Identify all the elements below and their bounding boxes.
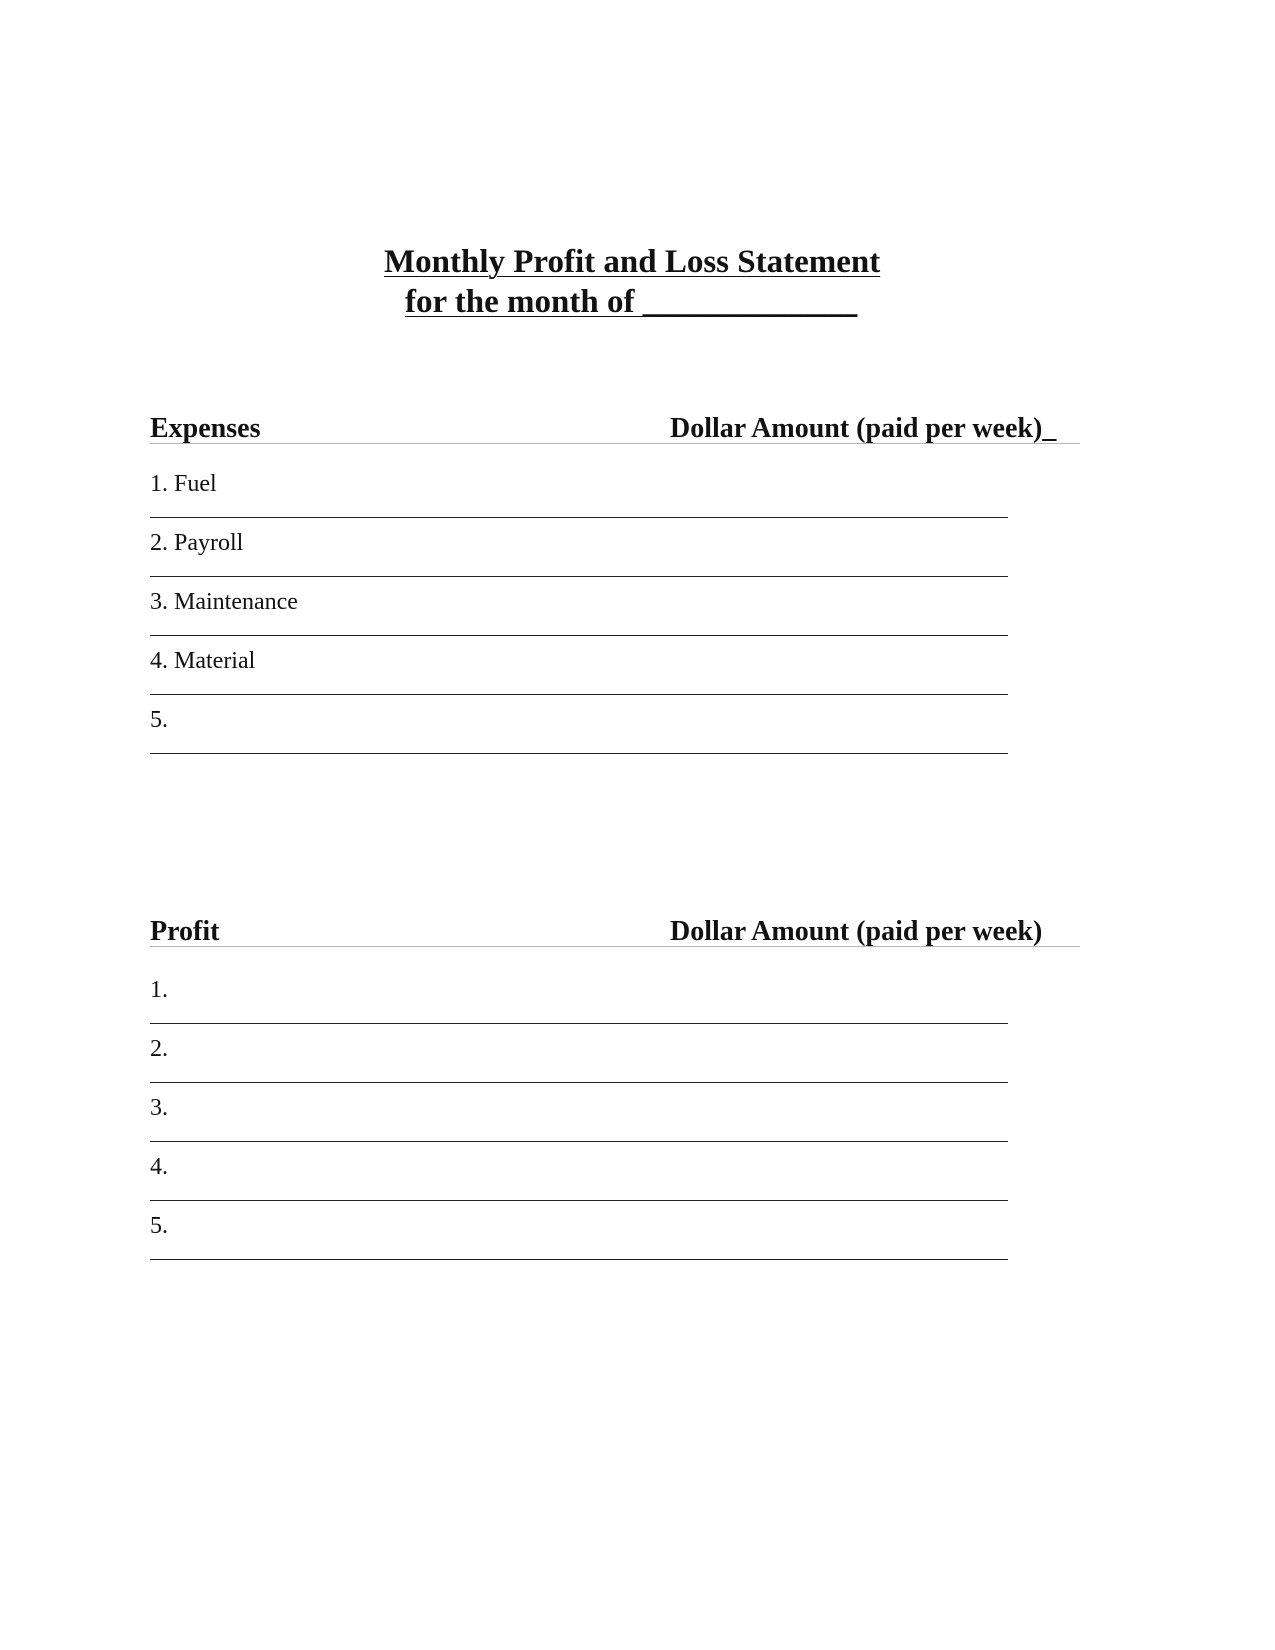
expense-amount-blank[interactable] (150, 576, 1008, 577)
profit-label: 5. (150, 1213, 168, 1239)
profit-amount-blank[interactable] (150, 1200, 1008, 1201)
profit-amount-blank[interactable] (150, 1082, 1008, 1083)
expense-amount-blank[interactable] (150, 517, 1008, 518)
expense-label: 2. Payroll (150, 530, 244, 556)
profit-amount-blank[interactable] (150, 1141, 1008, 1142)
profit-heading: Profit (150, 916, 220, 947)
profit-label: 4. (150, 1154, 168, 1180)
expense-row (150, 708, 1008, 767)
document-title: Monthly Profit and Loss Statement (384, 244, 881, 280)
profit-label: 1. (150, 977, 168, 1003)
profit-row (150, 1214, 1008, 1273)
expense-amount-blank[interactable] (150, 753, 1008, 754)
expense-label: 1. Fuel (150, 471, 217, 497)
expense-row (150, 472, 1008, 531)
expenses-heading: Expenses (150, 413, 261, 444)
profit-row (150, 978, 1008, 1037)
expenses-amount-heading: Dollar Amount (paid per week)_ (670, 413, 1057, 444)
profit-amount-blank[interactable] (150, 1023, 1008, 1024)
expense-label: 3. Maintenance (150, 589, 298, 615)
profit-amount-blank[interactable] (150, 1259, 1008, 1260)
document-subtitle-month: for the month of _____________ (405, 284, 858, 320)
profit-amount-heading: Dollar Amount (paid per week) (670, 916, 1043, 947)
profit-row (150, 1037, 1008, 1096)
expense-label: 5. (150, 707, 168, 733)
expense-row (150, 590, 1008, 649)
profit-label: 2. (150, 1036, 168, 1062)
expenses-header (150, 403, 1080, 444)
expense-label: 4. Material (150, 648, 256, 674)
profit-row (150, 1155, 1008, 1214)
profit-label: 3. (150, 1095, 168, 1121)
expense-row (150, 531, 1008, 590)
expense-amount-blank[interactable] (150, 694, 1008, 695)
expense-amount-blank[interactable] (150, 635, 1008, 636)
profit-row (150, 1096, 1008, 1155)
profit-header (150, 906, 1080, 947)
expense-row (150, 649, 1008, 708)
